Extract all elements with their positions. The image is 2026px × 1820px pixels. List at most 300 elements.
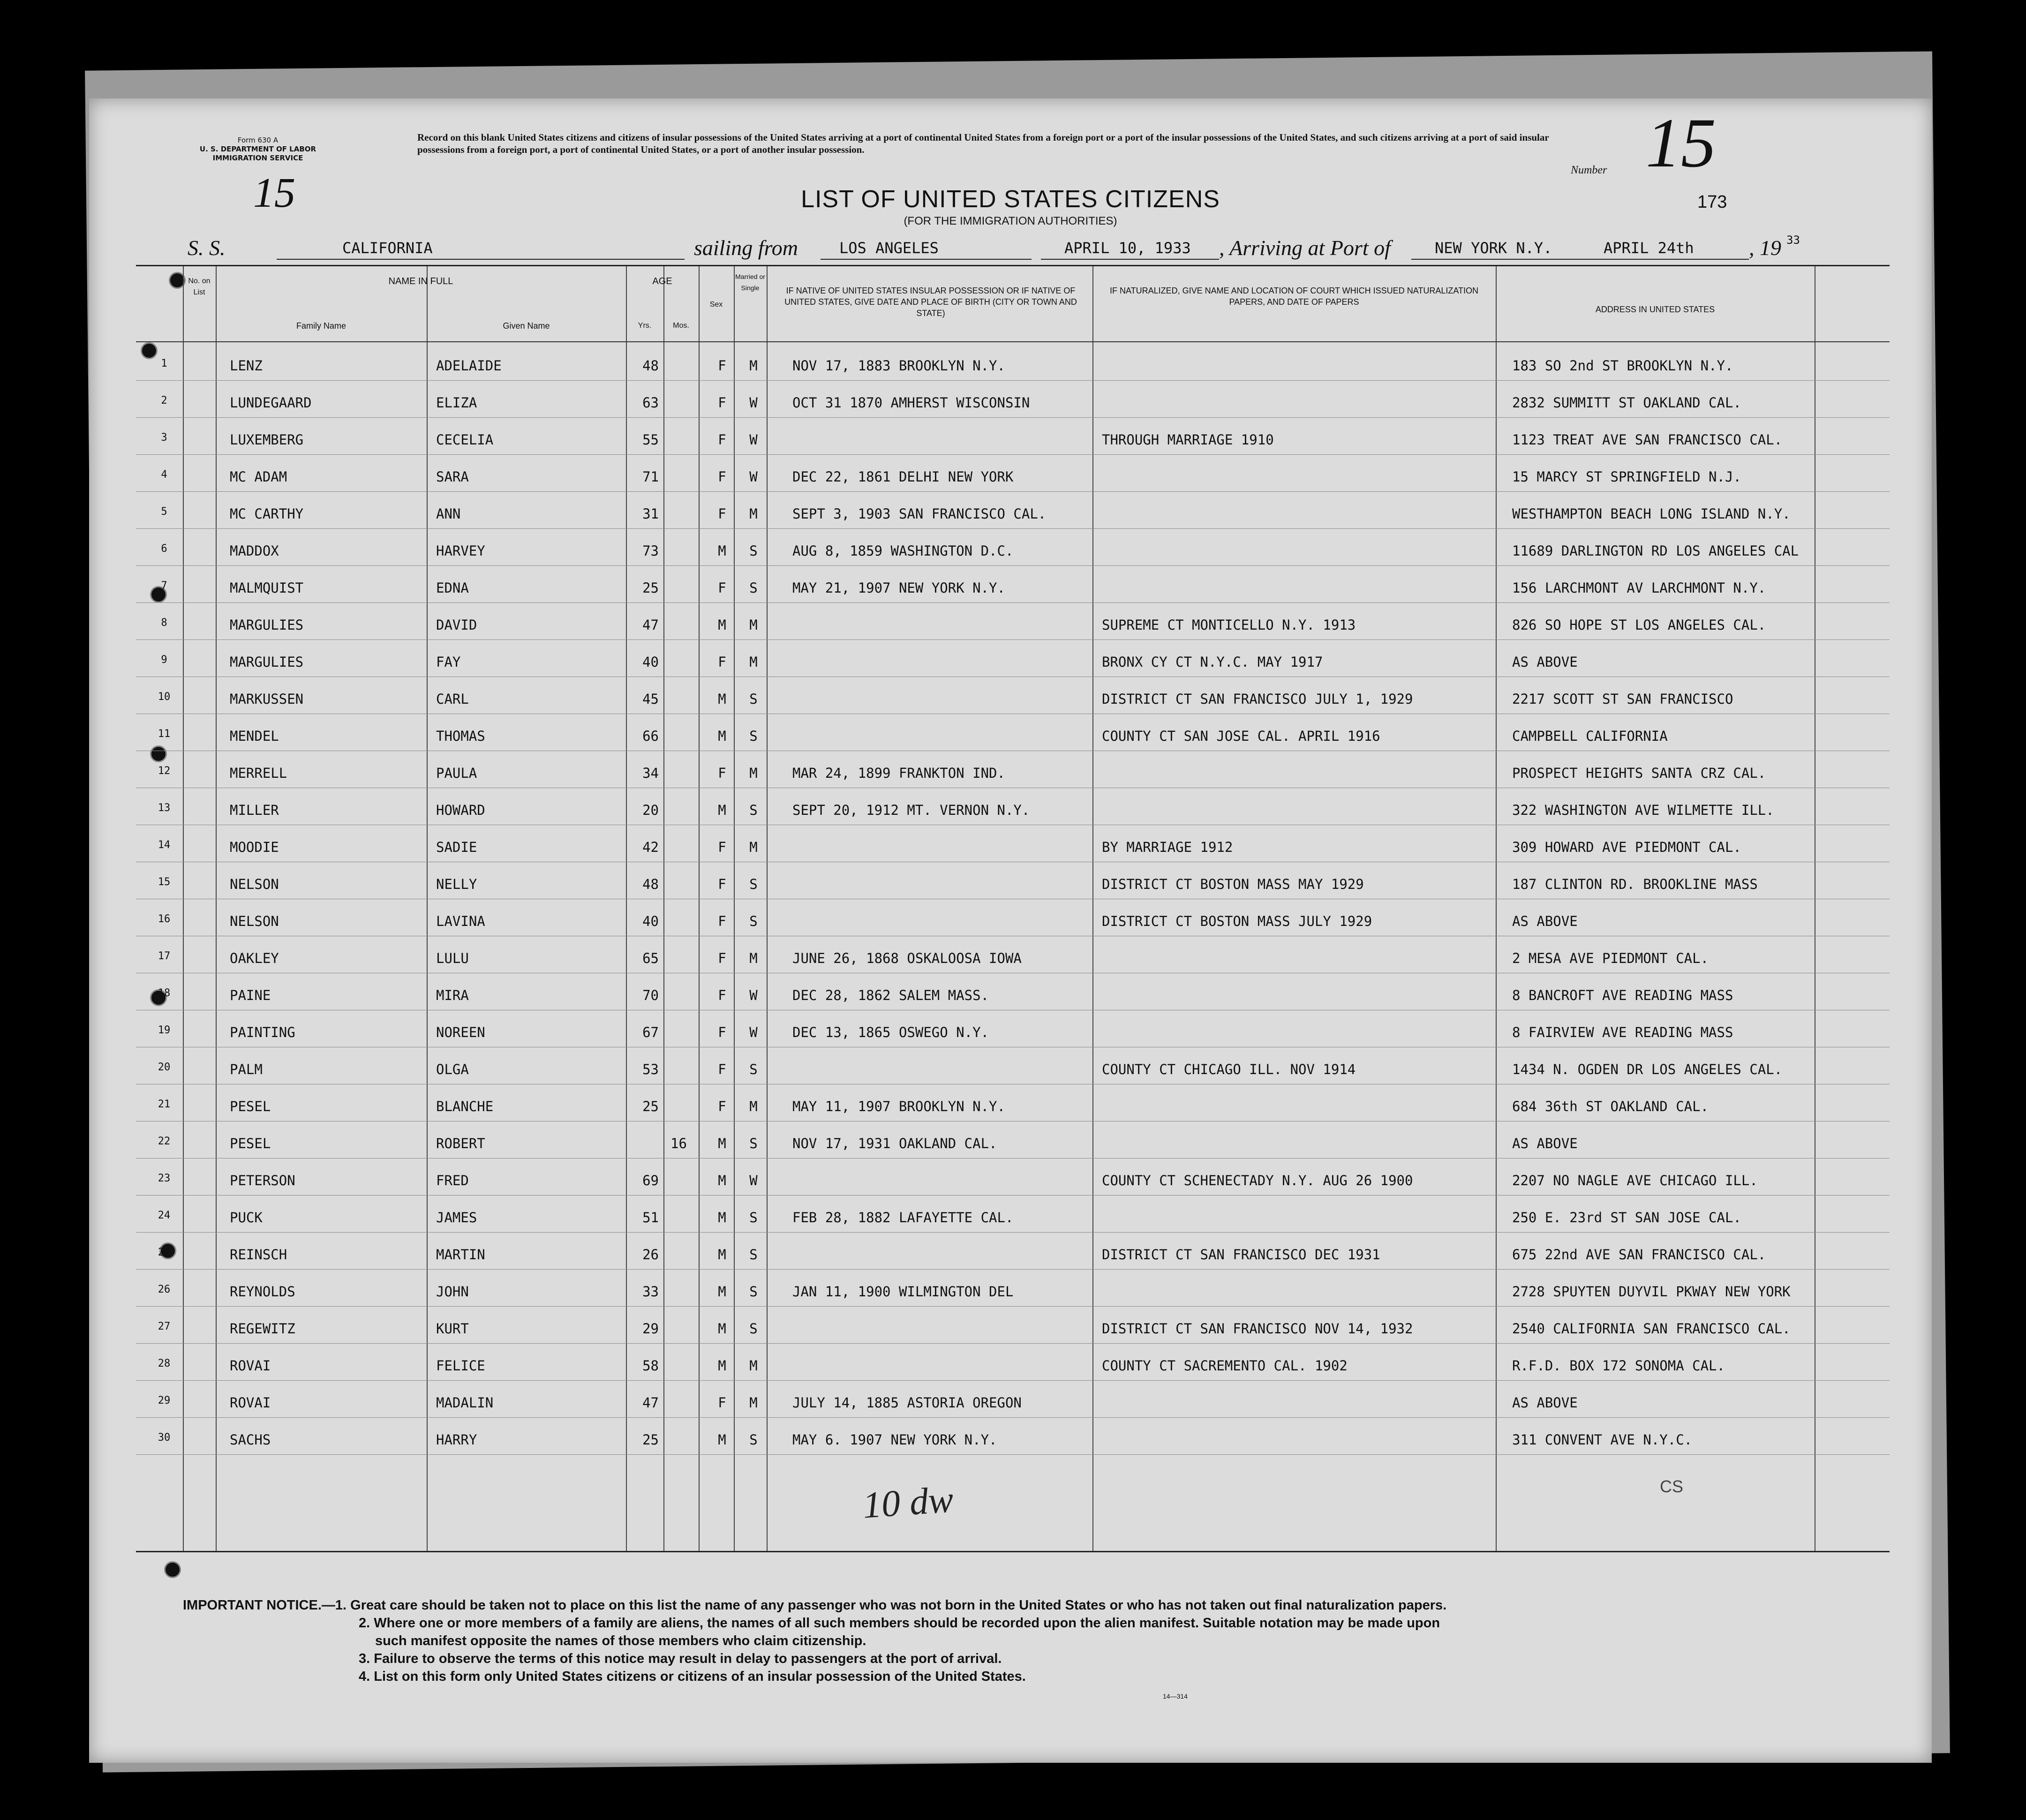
marital-status: W xyxy=(749,987,758,1003)
row-number: 1 xyxy=(161,358,167,369)
us-address: 11689 DARLINGTON RD LOS ANGELES CAL xyxy=(1512,543,1799,559)
birth-info: MAY 21, 1907 NEW YORK N.Y. xyxy=(792,580,1005,596)
family-name: NELSON xyxy=(230,913,279,929)
age-years: 25 xyxy=(642,1432,659,1448)
us-address: 675 22nd AVE SAN FRANCISCO CAL. xyxy=(1512,1247,1766,1263)
given-name: ADELAIDE xyxy=(436,358,502,374)
us-address: 684 36th ST OAKLAND CAL. xyxy=(1512,1098,1709,1114)
table-row xyxy=(136,1010,1890,1047)
given-name: DAVID xyxy=(436,617,477,633)
important-notice xyxy=(183,1596,1730,1685)
underline xyxy=(277,259,685,260)
row-number: 18 xyxy=(158,987,171,999)
table-row xyxy=(136,640,1890,677)
given-name: MIRA xyxy=(436,987,469,1003)
marital-status: M xyxy=(749,950,758,966)
us-address: 311 CONVENT AVE N.Y.C. xyxy=(1512,1432,1693,1448)
birth-info: MAR 24, 1899 FRANKTON IND. xyxy=(792,765,1005,781)
given-name: HARRY xyxy=(436,1432,477,1448)
birth-info: FEB 28, 1882 LAFAYETTE CAL. xyxy=(792,1210,1014,1226)
given-name: ELIZA xyxy=(436,395,477,411)
naturalization-info: DISTRICT CT SAN FRANCISCO JULY 1, 1929 xyxy=(1102,691,1413,707)
table-row xyxy=(136,788,1890,825)
age-years: 29 xyxy=(642,1321,659,1337)
given-name: FELICE xyxy=(436,1358,485,1374)
number-label: Number xyxy=(1571,164,1607,176)
family-name: SACHS xyxy=(230,1432,271,1448)
row-number: 9 xyxy=(161,654,167,666)
age-years: 55 xyxy=(642,432,659,448)
service-name: IMMIGRATION SERVICE xyxy=(212,154,303,162)
row-number: 5 xyxy=(161,506,167,518)
age-years: 48 xyxy=(642,358,659,374)
family-name: LENZ xyxy=(230,358,263,374)
given-name: MARTIN xyxy=(436,1247,485,1263)
header-naturalized: IF NATURALIZED, GIVE NAME AND LOCATION OF COURT WHICH ISSUED NATURALIZATION PAPERS, AND DATE OF PAPERS xyxy=(1109,286,1479,307)
given-name: LULU xyxy=(436,950,469,966)
us-address: R.F.D. BOX 172 SONOMA CAL. xyxy=(1512,1358,1725,1374)
table-row xyxy=(136,1121,1890,1158)
naturalization-info: SUPREME CT MONTICELLO N.Y. 1913 xyxy=(1102,617,1356,633)
us-address: AS ABOVE xyxy=(1512,1395,1578,1411)
family-name: MADDOX xyxy=(230,543,279,559)
row-number: 16 xyxy=(158,913,171,925)
marital-status: W xyxy=(749,432,758,448)
table-row xyxy=(136,344,1890,381)
sex: F xyxy=(718,432,726,448)
marital-status: S xyxy=(749,580,758,596)
marital-status: S xyxy=(749,802,758,818)
age-years: 66 xyxy=(642,728,659,744)
family-name: MERRELL xyxy=(230,765,287,781)
given-name: HARVEY xyxy=(436,543,485,559)
naturalization-info: THROUGH MARRIAGE 1910 xyxy=(1102,432,1274,448)
table-row xyxy=(136,899,1890,936)
given-name: NOREEN xyxy=(436,1024,485,1040)
given-name: PAULA xyxy=(436,765,477,781)
birth-info: NOV 17, 1931 OAKLAND CAL. xyxy=(792,1136,997,1151)
given-name: BLANCHE xyxy=(436,1098,494,1114)
notice-item-2: 2. Where one or more members of a family are aliens, the names of all such members should be recorded upon the alien manifest. Suitable notation may be made upon xyxy=(359,1616,1440,1631)
birth-info: DEC 22, 1861 DELHI NEW YORK xyxy=(792,469,1014,485)
print-code: 14—314 xyxy=(1163,1692,1188,1700)
sex: M xyxy=(718,1247,726,1263)
header-age: AGE xyxy=(652,276,672,286)
header-birth: IF NATIVE OF UNITED STATES INSULAR POSSESSION OR IF NATIVE OF UNITED STATES, GIVE DATE AND PLACE OF BIRTH (CITY OR TOWN AND STATE) xyxy=(784,286,1077,318)
sex: F xyxy=(718,580,726,596)
given-name: HOWARD xyxy=(436,802,485,818)
row-number: 25 xyxy=(158,1247,171,1258)
row-number: 6 xyxy=(161,543,167,555)
naturalization-info: COUNTY CT SACREMENTO CAL. 1902 xyxy=(1102,1358,1348,1374)
naturalization-info: DISTRICT CT BOSTON MASS MAY 1929 xyxy=(1102,876,1364,892)
handwritten-signature: 10 dw xyxy=(861,1479,955,1527)
marital-status: S xyxy=(749,1247,758,1263)
family-name: LUNDEGAARD xyxy=(230,395,312,411)
age-months: 16 xyxy=(670,1136,687,1151)
us-address: 1434 N. OGDEN DR LOS ANGELES CAL. xyxy=(1512,1061,1783,1077)
us-address: 2728 SPUYTEN DUYVIL PKWAY NEW YORK xyxy=(1512,1284,1791,1300)
row-number: 20 xyxy=(158,1061,171,1073)
birth-info: SEPT 20, 1912 MT. VERNON N.Y. xyxy=(792,802,1030,818)
age-years: 51 xyxy=(642,1210,659,1226)
row-number: 21 xyxy=(158,1098,171,1110)
us-address: 2832 SUMMITT ST OAKLAND CAL. xyxy=(1512,395,1741,411)
table-row xyxy=(136,1307,1890,1344)
us-address: 322 WASHINGTON AVE WILMETTE ILL. xyxy=(1512,802,1774,818)
given-name: EDNA xyxy=(436,580,469,596)
family-name: MC ADAM xyxy=(230,469,287,485)
arriving-label: , Arriving at Port of xyxy=(1219,236,1391,260)
table-row xyxy=(136,1344,1890,1381)
sex: F xyxy=(718,506,726,522)
table-row xyxy=(136,1381,1890,1418)
arrival-date: APRIL 24th xyxy=(1604,239,1694,257)
given-name: FRED xyxy=(436,1173,469,1188)
row-number: 8 xyxy=(161,617,167,629)
us-address: AS ABOVE xyxy=(1512,913,1578,929)
birth-info: JAN 11, 1900 WILMINGTON DEL xyxy=(792,1284,1014,1300)
manifest-sheet xyxy=(89,98,1932,1763)
marital-status: M xyxy=(749,1358,758,1374)
sex: M xyxy=(718,1321,726,1337)
naturalization-info: DISTRICT CT BOSTON MASS JULY 1929 xyxy=(1102,913,1372,929)
sex: F xyxy=(718,358,726,374)
marital-status: M xyxy=(749,358,758,374)
marital-status: M xyxy=(749,617,758,633)
age-years: 47 xyxy=(642,1395,659,1411)
row-number: 3 xyxy=(161,432,167,444)
us-address: 8 BANCROFT AVE READING MASS xyxy=(1512,987,1733,1003)
family-name: ROVAI xyxy=(230,1358,271,1374)
naturalization-info: DISTRICT CT SAN FRANCISCO NOV 14, 1932 xyxy=(1102,1321,1413,1337)
marital-status: W xyxy=(749,1173,758,1188)
given-name: THOMAS xyxy=(436,728,485,744)
marital-status: S xyxy=(749,1210,758,1226)
family-name: PUCK xyxy=(230,1210,263,1226)
row-number: 7 xyxy=(161,580,167,592)
marital-status: S xyxy=(749,543,758,559)
clerk-stamp: CS xyxy=(1660,1477,1684,1496)
binder-hole xyxy=(164,1561,181,1578)
given-name: ROBERT xyxy=(436,1136,485,1151)
header-name-in-full: NAME IN FULL xyxy=(388,276,453,286)
age-years: 34 xyxy=(642,765,659,781)
row-number: 17 xyxy=(158,950,171,962)
age-years: 65 xyxy=(642,950,659,966)
us-address: AS ABOVE xyxy=(1512,654,1578,670)
given-name: OLGA xyxy=(436,1061,469,1077)
us-address: 2540 CALIFORNIA SAN FRANCISCO CAL. xyxy=(1512,1321,1791,1337)
header-address: ADDRESS IN UNITED STATES xyxy=(1595,305,1715,314)
given-name: JAMES xyxy=(436,1210,477,1226)
family-name: ROVAI xyxy=(230,1395,271,1411)
family-name: MC CARTHY xyxy=(230,506,304,522)
family-name: PALM xyxy=(230,1061,263,1077)
handwritten-mark: 15 xyxy=(253,170,295,216)
birth-info: SEPT 3, 1903 SAN FRANCISCO CAL. xyxy=(792,506,1047,522)
family-name: PAINE xyxy=(230,987,271,1003)
us-address: 183 SO 2nd ST BROOKLYN N.Y. xyxy=(1512,358,1733,374)
sex: F xyxy=(718,987,726,1003)
sex: F xyxy=(718,469,726,485)
marital-status: S xyxy=(749,1321,758,1337)
birth-info: DEC 28, 1862 SALEM MASS. xyxy=(792,987,989,1003)
age-years: 71 xyxy=(642,469,659,485)
table-row xyxy=(136,492,1890,529)
marital-status: S xyxy=(749,728,758,744)
us-address: 250 E. 23rd ST SAN JOSE CAL. xyxy=(1512,1210,1741,1226)
us-address: PROSPECT HEIGHTS SANTA CRZ CAL. xyxy=(1512,765,1766,781)
age-years: 70 xyxy=(642,987,659,1003)
birth-info: JULY 14, 1885 ASTORIA OREGON xyxy=(792,1395,1022,1411)
family-name: PETERSON xyxy=(230,1173,295,1188)
age-years: 42 xyxy=(642,839,659,855)
sex: M xyxy=(718,1210,726,1226)
table-row xyxy=(136,1158,1890,1196)
naturalization-info: COUNTY CT SAN JOSE CAL. APRIL 1916 xyxy=(1102,728,1380,744)
given-name: CECELIA xyxy=(436,432,494,448)
birth-info: MAY 11, 1907 BROOKLYN N.Y. xyxy=(792,1098,1005,1114)
us-address: 8 FAIRVIEW AVE READING MASS xyxy=(1512,1024,1733,1040)
us-address: 826 SO HOPE ST LOS ANGELES CAL. xyxy=(1512,617,1766,633)
underline xyxy=(1041,259,1219,260)
row-number: 19 xyxy=(158,1024,171,1036)
form-number: Form 630 A xyxy=(237,136,279,144)
year-prefix: , 19 xyxy=(1749,236,1781,260)
age-years: 20 xyxy=(642,802,659,818)
header-married: Married or Single xyxy=(735,273,765,292)
family-name: REINSCH xyxy=(230,1247,287,1263)
row-number: 26 xyxy=(158,1284,171,1295)
marital-status: M xyxy=(749,1098,758,1114)
age-years: 33 xyxy=(642,1284,659,1300)
table-row xyxy=(136,714,1890,751)
birth-info: JUNE 26, 1868 OSKALOOSA IOWA xyxy=(792,950,1022,966)
list-number: 15 xyxy=(1646,104,1716,182)
age-years: 31 xyxy=(642,506,659,522)
row-number: 30 xyxy=(158,1432,171,1444)
given-name: SARA xyxy=(436,469,469,485)
marital-status: S xyxy=(749,1061,758,1077)
sex: M xyxy=(718,1173,726,1188)
sex: F xyxy=(718,765,726,781)
row-number: 10 xyxy=(158,691,171,703)
age-years: 69 xyxy=(642,1173,659,1188)
row-number: 28 xyxy=(158,1358,171,1369)
us-address: 1123 TREAT AVE SAN FRANCISCO CAL. xyxy=(1512,432,1783,448)
marital-status: W xyxy=(749,1024,758,1040)
table-row xyxy=(136,825,1890,862)
row-number: 24 xyxy=(158,1210,171,1221)
family-name: REYNOLDS xyxy=(230,1284,295,1300)
family-name: MENDEL xyxy=(230,728,279,744)
table-row xyxy=(136,529,1890,566)
us-address: 2207 NO NAGLE AVE CHICAGO ILL. xyxy=(1512,1173,1758,1188)
row-number: 11 xyxy=(158,728,171,740)
sex: F xyxy=(718,654,726,670)
family-name: NELSON xyxy=(230,876,279,892)
table-row xyxy=(136,1233,1890,1270)
naturalization-info: DISTRICT CT SAN FRANCISCO DEC 1931 xyxy=(1102,1247,1380,1263)
family-name: PAINTING xyxy=(230,1024,295,1040)
age-years: 25 xyxy=(642,580,659,596)
us-address: CAMPBELL CALIFORNIA xyxy=(1512,728,1668,744)
age-years: 53 xyxy=(642,1061,659,1077)
sex: F xyxy=(718,1024,726,1040)
family-name: REGEWITZ xyxy=(230,1321,295,1337)
birth-info: AUG 8, 1859 WASHINGTON D.C. xyxy=(792,543,1014,559)
us-address: 156 LARCHMONT AV LARCHMONT N.Y. xyxy=(1512,580,1766,596)
arrival-port: NEW YORK N.Y. xyxy=(1435,239,1552,257)
page-number: 173 xyxy=(1697,192,1727,212)
family-name: MILLER xyxy=(230,802,279,818)
family-name: MOODIE xyxy=(230,839,279,855)
given-name: MADALIN xyxy=(436,1395,494,1411)
row-number: 23 xyxy=(158,1173,171,1184)
underline xyxy=(821,259,1032,260)
arrival-year: 33 xyxy=(1786,233,1800,247)
row-number: 2 xyxy=(161,395,167,406)
family-name: PESEL xyxy=(230,1136,271,1151)
given-name: JOHN xyxy=(436,1284,469,1300)
given-name: NELLY xyxy=(436,876,477,892)
sex: M xyxy=(718,1284,726,1300)
given-name: ANN xyxy=(436,506,461,522)
table-row xyxy=(136,862,1890,899)
us-address: 2 MESA AVE PIEDMONT CAL. xyxy=(1512,950,1709,966)
naturalization-info: BY MARRIAGE 1912 xyxy=(1102,839,1233,855)
sex: M xyxy=(718,617,726,633)
marital-status: M xyxy=(749,506,758,522)
row-number: 4 xyxy=(161,469,167,481)
table-row xyxy=(136,1270,1890,1307)
notice-item-4: 4. List on this form only United States citizens or citizens of an insular possession of the United States. xyxy=(359,1669,1026,1684)
sex: M xyxy=(718,691,726,707)
marital-status: M xyxy=(749,765,758,781)
notice-item-2-cont: such manifest opposite the names of those members who claim citizenship. xyxy=(375,1633,866,1648)
notice-item-3: 3. Failure to observe the terms of this notice may result in delay to passengers at the port of arrival. xyxy=(359,1651,1002,1666)
birth-info: MAY 6. 1907 NEW YORK N.Y. xyxy=(792,1432,997,1448)
sex: F xyxy=(718,839,726,855)
sex: F xyxy=(718,876,726,892)
sex: M xyxy=(718,1358,726,1374)
table-row xyxy=(136,418,1890,455)
page-title: LIST OF UNITED STATES CITIZENS xyxy=(801,186,1220,213)
age-years: 47 xyxy=(642,617,659,633)
marital-status: S xyxy=(749,913,758,929)
ss-label: S. S. xyxy=(188,236,226,260)
voyage-line xyxy=(89,235,1932,263)
marital-status: S xyxy=(749,691,758,707)
sex: F xyxy=(718,1395,726,1411)
header-given-name: Given Name xyxy=(503,321,550,331)
age-years: 58 xyxy=(642,1358,659,1374)
family-name: OAKLEY xyxy=(230,950,279,966)
given-name: CARL xyxy=(436,691,469,707)
age-years: 45 xyxy=(642,691,659,707)
family-name: MALMQUIST xyxy=(230,580,304,596)
row-number: 13 xyxy=(158,802,171,814)
row-rule xyxy=(136,1454,1890,1455)
us-address: 2217 SCOTT ST SAN FRANCISCO xyxy=(1512,691,1733,707)
us-address: 15 MARCY ST SPRINGFIELD N.J. xyxy=(1512,469,1741,485)
us-address: WESTHAMPTON BEACH LONG ISLAND N.Y. xyxy=(1512,506,1791,522)
table-row xyxy=(136,1047,1890,1084)
sex: F xyxy=(718,1061,726,1077)
us-address: AS ABOVE xyxy=(1512,1136,1578,1151)
naturalization-info: COUNTY CT CHICAGO ILL. NOV 1914 xyxy=(1102,1061,1356,1077)
row-number: 22 xyxy=(158,1136,171,1147)
underline xyxy=(1411,259,1749,260)
marital-status: S xyxy=(749,1136,758,1151)
header-mos: Mos. xyxy=(673,322,689,330)
row-number: 15 xyxy=(158,876,171,888)
family-name: MARKUSSEN xyxy=(230,691,304,707)
family-name: LUXEMBERG xyxy=(230,432,304,448)
us-address: 309 HOWARD AVE PIEDMONT CAL. xyxy=(1512,839,1741,855)
marital-status: S xyxy=(749,1432,758,1448)
birth-info: NOV 17, 1883 BROOKLYN N.Y. xyxy=(792,358,1005,374)
birth-info: OCT 31 1870 AMHERST WISCONSIN xyxy=(792,395,1030,411)
marital-status: M xyxy=(749,654,758,670)
row-number: 29 xyxy=(158,1395,171,1406)
marital-status: S xyxy=(749,876,758,892)
marital-status: S xyxy=(749,1284,758,1300)
sex: M xyxy=(718,802,726,818)
department-name: U. S. DEPARTMENT OF LABOR xyxy=(199,145,316,153)
table-row xyxy=(136,381,1890,418)
header-family-name: Family Name xyxy=(296,321,346,331)
row-number: 27 xyxy=(158,1321,171,1332)
form-reference xyxy=(197,136,319,163)
given-name: FAY xyxy=(436,654,461,670)
naturalization-info: COUNTY CT SCHENECTADY N.Y. AUG 26 1900 xyxy=(1102,1173,1413,1188)
table-row xyxy=(136,1084,1890,1121)
age-years: 67 xyxy=(642,1024,659,1040)
sex: F xyxy=(718,950,726,966)
row-number: 14 xyxy=(158,839,171,851)
family-name: MARGULIES xyxy=(230,617,304,633)
marital-status: W xyxy=(749,469,758,485)
age-years: 63 xyxy=(642,395,659,411)
record-instruction: Record on this blank United States citizens and citizens of insular possessions of the United States arriving at a port of continental United States from a foreign port or a port of the insular possessions of the United States, and such citizens arriving at a port of said insular possessions from a foreign port, a port of continental United States, or a port of another insular possession. xyxy=(417,132,1549,155)
marital-status: M xyxy=(749,1395,758,1411)
table-row xyxy=(136,677,1890,714)
header-rule xyxy=(136,341,1890,342)
table-row xyxy=(136,973,1890,1010)
age-years: 73 xyxy=(642,543,659,559)
table-row xyxy=(136,566,1890,603)
sex: F xyxy=(718,1098,726,1114)
given-name: LAVINA xyxy=(436,913,485,929)
header-yrs: Yrs. xyxy=(638,322,652,330)
departure-port: LOS ANGELES xyxy=(839,239,939,257)
marital-status: W xyxy=(749,395,758,411)
table-row xyxy=(136,455,1890,492)
page-subtitle: (FOR THE IMMIGRATION AUTHORITIES) xyxy=(904,215,1117,227)
age-years: 40 xyxy=(642,913,659,929)
ship-name: CALIFORNIA xyxy=(342,239,433,257)
age-years: 40 xyxy=(642,654,659,670)
table-row xyxy=(136,936,1890,973)
sailing-label: sailing from xyxy=(694,236,798,260)
row-number: 12 xyxy=(158,765,171,777)
header-no: No. on List xyxy=(188,277,211,296)
family-name: MARGULIES xyxy=(230,654,304,670)
sex: M xyxy=(718,728,726,744)
naturalization-info: BRONX CY CT N.Y.C. MAY 1917 xyxy=(1102,654,1323,670)
